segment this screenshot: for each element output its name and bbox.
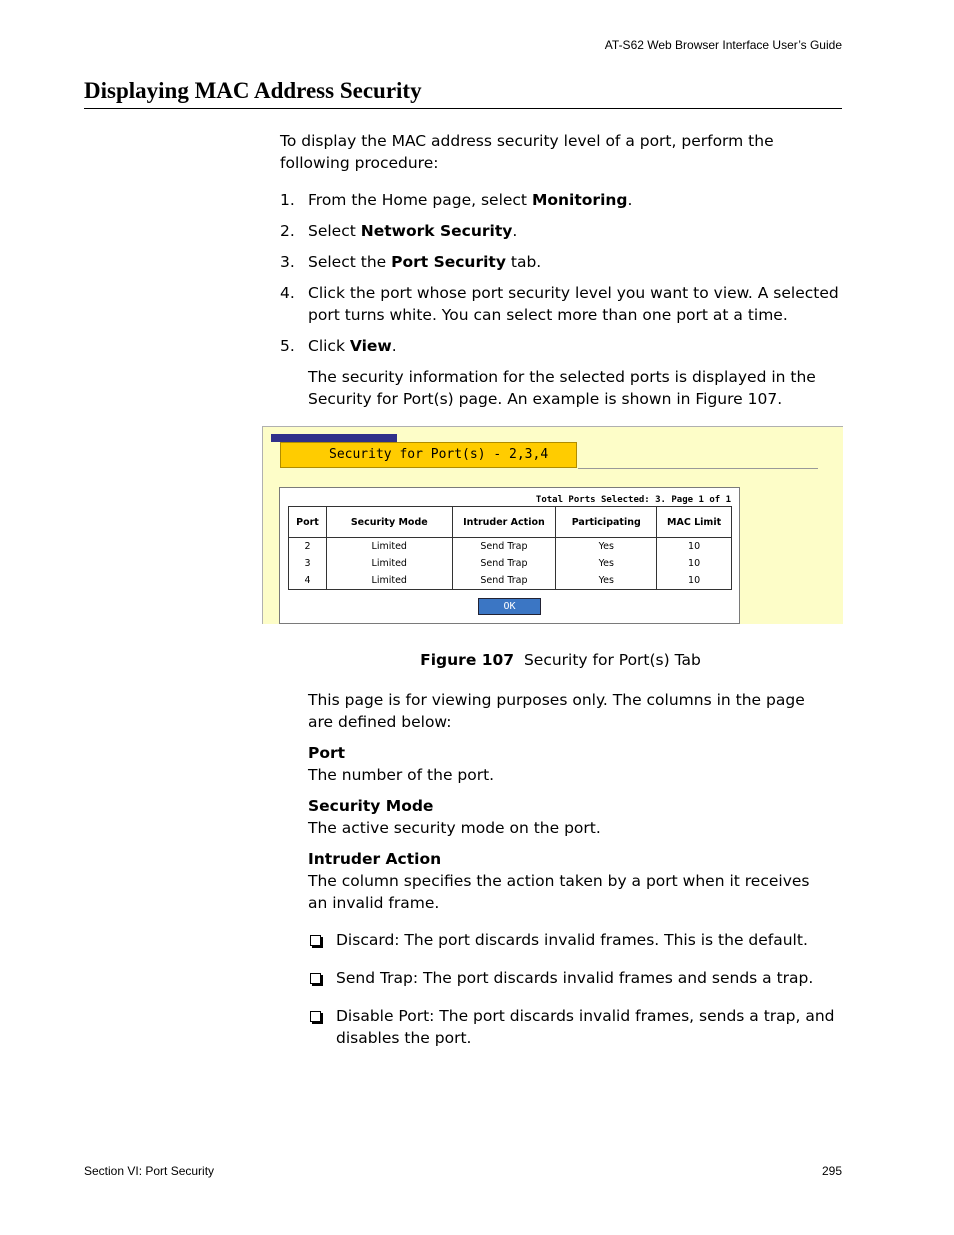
- table-cell: 10: [657, 538, 732, 556]
- step-number: 4.: [280, 284, 295, 302]
- step-number: 1.: [280, 191, 295, 209]
- bullet-text: Send Trap: The port discards invalid frames and sends a trap.: [336, 969, 814, 987]
- definition-item: [308, 742, 828, 786]
- step-number: 2.: [280, 222, 295, 240]
- column-header: Security Mode: [326, 507, 452, 538]
- table-cell: 4: [289, 572, 327, 590]
- definitions-list: [308, 742, 828, 914]
- table-cell: Limited: [326, 538, 452, 556]
- caption-text: Security for Port(s) Tab: [523, 651, 701, 669]
- list-item: [308, 967, 838, 989]
- security-panel: [279, 487, 740, 624]
- table-row: [289, 572, 732, 590]
- step-number: 5.: [280, 337, 295, 355]
- definition-term: Security Mode: [308, 797, 434, 815]
- table-header-row: [289, 507, 732, 538]
- step-text-end: .: [627, 191, 633, 209]
- table-cell: Send Trap: [452, 538, 556, 556]
- footer-section: Section VI: Port Security: [84, 1164, 215, 1178]
- column-header: Intruder Action: [452, 507, 556, 538]
- table-cell: Limited: [326, 572, 452, 590]
- checkbox-bullet-icon: [310, 935, 321, 946]
- table-cell: Yes: [556, 555, 657, 572]
- column-header: Participating: [556, 507, 657, 538]
- step-keyword: Monitoring: [531, 191, 628, 209]
- step-5: [280, 335, 840, 357]
- tab-security-for-ports[interactable]: Security for Port(s) - 2,3,4: [280, 442, 577, 468]
- intruder-action-options: [308, 929, 838, 1049]
- table-cell: Yes: [556, 572, 657, 590]
- step-text: Click: [308, 337, 350, 355]
- table-cell: 2: [289, 538, 327, 556]
- caption-label: Figure 107: [420, 651, 515, 669]
- table-cell: Yes: [556, 538, 657, 556]
- list-item: [308, 1005, 838, 1049]
- checkbox-bullet-icon: [310, 1011, 321, 1022]
- list-item: [308, 929, 838, 951]
- running-header: AT-S62 Web Browser Interface User’s Guide: [604, 38, 842, 52]
- bullet-text: Disable Port: The port discards invalid frames, sends a trap, and disables the port.: [336, 1007, 835, 1047]
- figure-screenshot: [262, 426, 843, 624]
- tab-bar: [271, 434, 397, 442]
- page-number: 295: [821, 1164, 842, 1178]
- table-cell: Send Trap: [452, 572, 556, 590]
- viewing-note: This page is for viewing purposes only. The columns in the page are defined below:: [308, 691, 805, 731]
- step-keyword: View: [349, 337, 392, 355]
- column-header: Port: [289, 507, 327, 538]
- table-cell: Limited: [326, 555, 452, 572]
- step-text-end: .: [512, 222, 518, 240]
- tab-divider: [578, 468, 818, 469]
- step-keyword: Network Security: [360, 222, 513, 240]
- section-title: Displaying MAC Address Security: [84, 78, 842, 109]
- table-row: [289, 538, 732, 556]
- table-cell: 10: [657, 572, 732, 590]
- table-cell: 10: [657, 555, 732, 572]
- step-4: [280, 282, 840, 326]
- step-2: [280, 220, 840, 242]
- step-text: Click the port whose port security level you want to view. A selected port turns white. You can select more than one port at a time.: [308, 284, 839, 324]
- ports-selected-summary: Total Ports Selected: 3. Page 1 of 1: [535, 495, 731, 505]
- definition-description: The column specifies the action taken by a port when it receives an invalid frame.: [308, 872, 810, 912]
- security-table: [288, 506, 732, 590]
- definition-description: The active security mode on the port.: [308, 819, 601, 837]
- definition-item: [308, 848, 828, 914]
- column-definitions-section: [308, 689, 835, 1065]
- definition-term: Intruder Action: [308, 850, 442, 868]
- step-keyword: Port Security: [391, 253, 506, 271]
- step-result: The security information for the selected ports is displayed in the Security for Port(s) page. An example is shown in Figure 107.: [308, 368, 816, 408]
- step-text-end: tab.: [505, 253, 542, 271]
- intro-paragraph: To display the MAC address security level of a port, perform the following procedure:: [280, 132, 774, 172]
- table-cell: 3: [289, 555, 327, 572]
- procedure-steps: [280, 189, 840, 410]
- step-text-end: .: [391, 337, 397, 355]
- definition-item: [308, 795, 828, 839]
- step-text: Select the: [308, 253, 392, 271]
- checkbox-bullet-icon: [310, 973, 321, 984]
- step-1: [280, 189, 840, 211]
- step-text: Select: [308, 222, 361, 240]
- figure-caption: [262, 649, 859, 671]
- ok-button[interactable]: OK: [478, 598, 541, 615]
- table-row: [289, 555, 732, 572]
- step-text: From the Home page, select: [308, 191, 532, 209]
- step-number: 3.: [280, 253, 295, 271]
- table-cell: Send Trap: [452, 555, 556, 572]
- definition-description: The number of the port.: [308, 766, 495, 784]
- bullet-text: Discard: The port discards invalid frames. This is the default.: [336, 931, 808, 949]
- step-3: [280, 251, 840, 273]
- definition-term: Port: [308, 744, 346, 762]
- column-header: MAC Limit: [657, 507, 732, 538]
